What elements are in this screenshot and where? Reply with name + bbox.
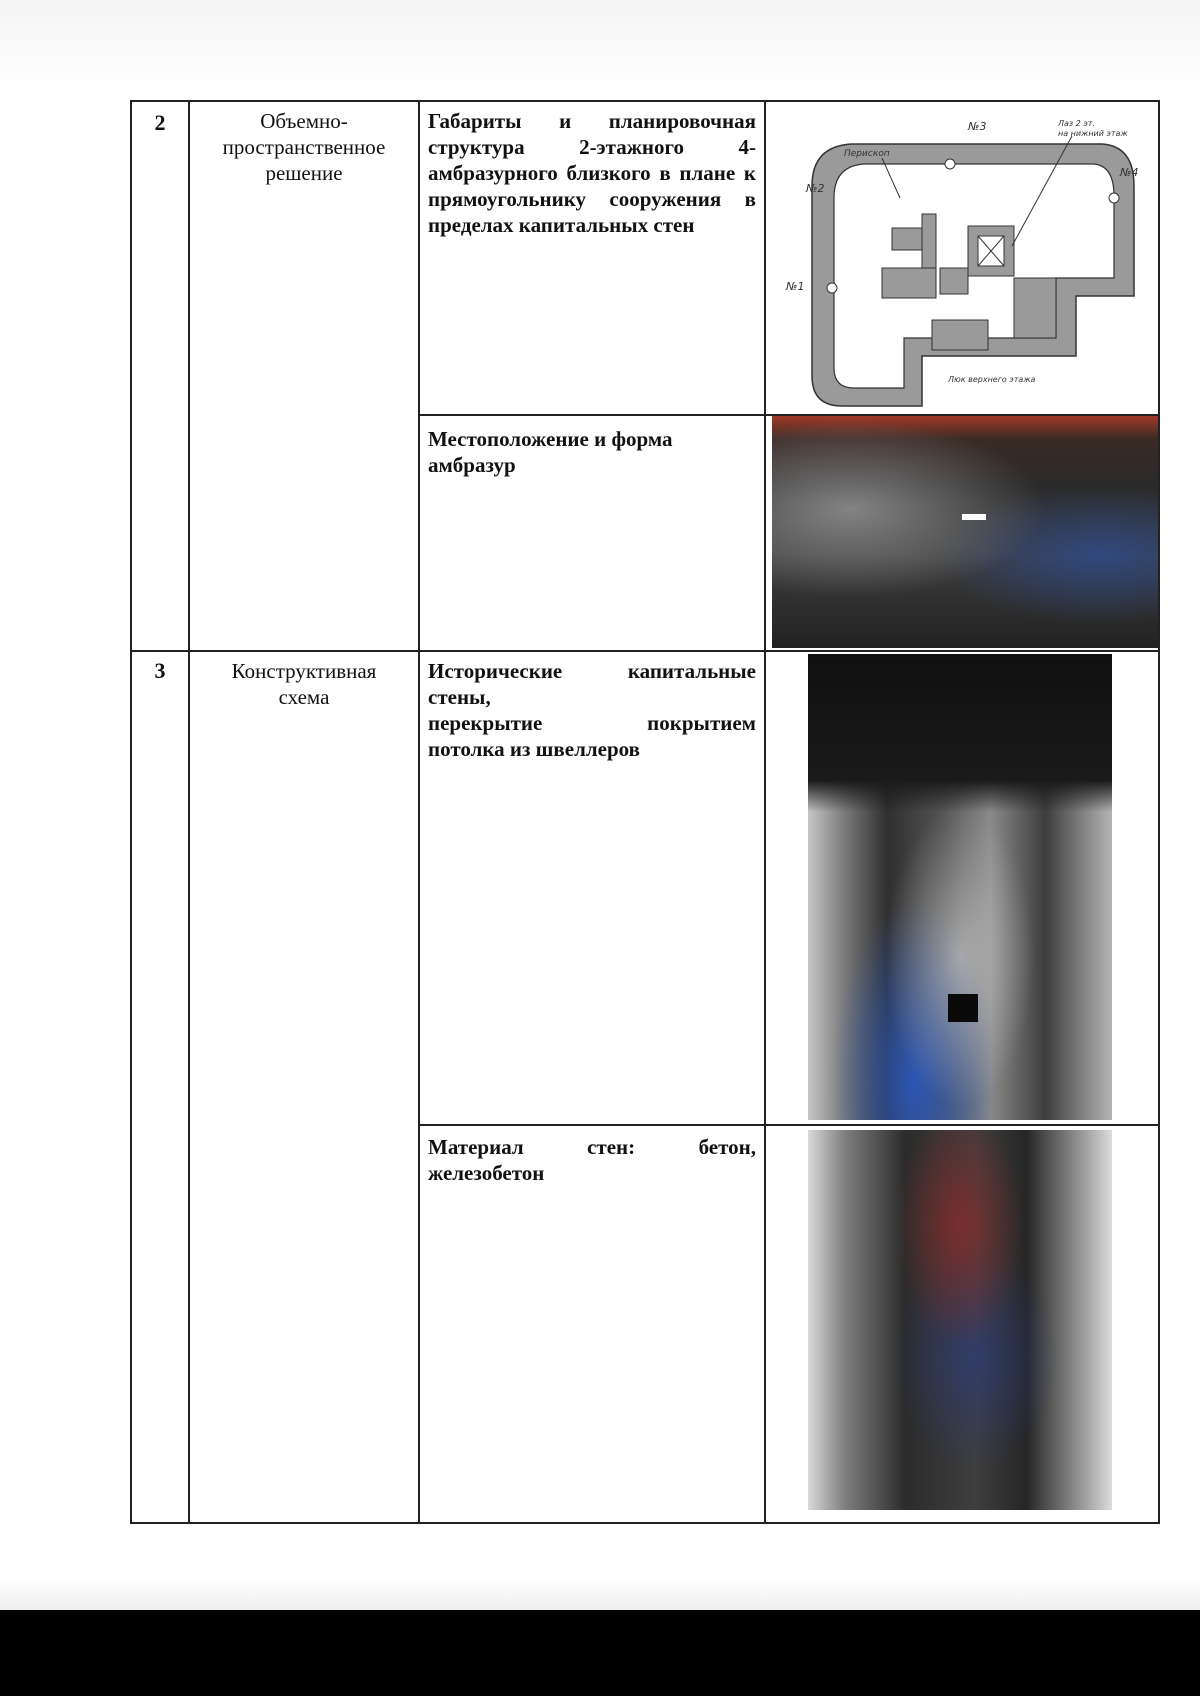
plan-label: Лаз 2 эт. [1058, 119, 1095, 128]
plan-label: Люк верхнего этажа [948, 375, 1036, 384]
row-name-line: Конструктивная [231, 659, 377, 683]
floor-plan-image [772, 106, 1156, 410]
row-name-line: пространственное [222, 135, 386, 159]
plan-label: №4 [1120, 166, 1139, 179]
embrasure-opening [962, 514, 986, 520]
document-table [130, 100, 1160, 1524]
wall-material-photo [808, 1130, 1112, 1510]
photo [808, 1130, 1112, 1510]
column-divider [188, 102, 190, 1522]
plan-label: №3 [968, 120, 987, 133]
row-name-line: решение [265, 161, 343, 185]
plan-label: №2 [806, 182, 825, 195]
column-divider [418, 102, 420, 1522]
plan-label: Перископ [844, 149, 890, 159]
description-line: Исторические капитальные [428, 659, 756, 683]
scan-bottom-band [0, 1610, 1200, 1696]
column-divider [764, 102, 766, 1522]
row-divider [418, 1124, 1160, 1126]
floor-plan-drawing [772, 106, 1156, 410]
row-name [192, 658, 416, 710]
row-number: 3 [154, 658, 166, 683]
item-description: Местоположение и форма амбразур [428, 427, 673, 477]
row-name [192, 108, 416, 186]
description-line: перекрытие покрытием [428, 711, 756, 735]
item-description [428, 1134, 756, 1186]
plan-label: №1 [786, 280, 805, 293]
row-number: 2 [154, 110, 166, 135]
row-divider [132, 650, 1160, 652]
row-name-line: Объемно- [260, 109, 348, 133]
item-description [428, 658, 756, 762]
corridor-photo [808, 654, 1112, 1120]
description-line: стены, [428, 685, 491, 709]
plan-label: на нижний этаж [1058, 129, 1128, 138]
photo [808, 654, 1112, 1120]
description-line: Материал стен: бетон, [428, 1135, 756, 1159]
row-name-line: схема [278, 685, 330, 709]
description-line: потолка из швеллеров [428, 737, 640, 761]
item-description: Габариты и планировочная структура 2-этажного 4-амбразурного близкого в плане к прямоугольнику сооружения в пределах капитальных стен [428, 109, 756, 237]
embrasure-photo [772, 416, 1158, 648]
photo [772, 416, 1158, 648]
description-line: железобетон [428, 1161, 545, 1185]
